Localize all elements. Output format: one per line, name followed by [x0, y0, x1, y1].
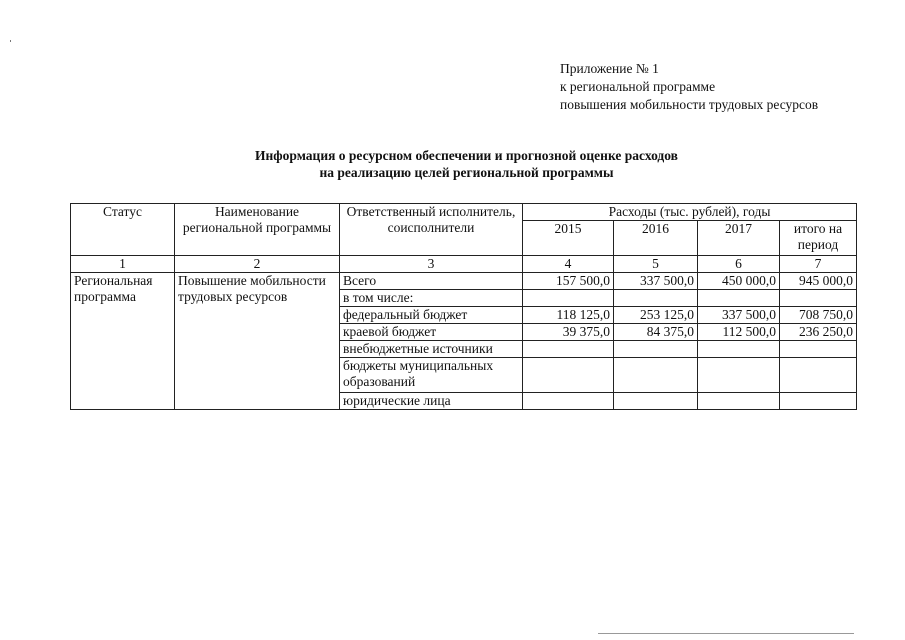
value-total — [780, 290, 857, 307]
executor-cell: федеральный бюджет — [340, 307, 523, 324]
column-number: 7 — [780, 256, 857, 273]
value-2017 — [698, 358, 780, 393]
column-number: 3 — [340, 256, 523, 273]
value-2017: 450 000,0 — [698, 273, 780, 290]
executor-cell: юридические лица — [340, 393, 523, 410]
executor-cell: бюджеты муниципальных образований — [340, 358, 523, 393]
value-2015: 157 500,0 — [523, 273, 614, 290]
value-total: 945 000,0 — [780, 273, 857, 290]
value-2016 — [614, 393, 698, 410]
column-number: 5 — [614, 256, 698, 273]
value-2016 — [614, 358, 698, 393]
resource-table — [70, 203, 857, 410]
title-line-1: Информация о ресурсном обеспечении и прогнозной оценке расходов — [255, 148, 678, 163]
column-number: 2 — [175, 256, 340, 273]
header-executor: Ответственный исполнитель, соисполнители — [340, 204, 523, 256]
value-2017: 112 500,0 — [698, 324, 780, 341]
value-2015 — [523, 393, 614, 410]
header-year-2017: 2017 — [698, 221, 780, 256]
value-2017 — [698, 341, 780, 358]
value-total — [780, 341, 857, 358]
value-total — [780, 393, 857, 410]
column-number: 6 — [698, 256, 780, 273]
header-total: итого на период — [780, 221, 857, 256]
program-name-cell: Повышение мобильности трудовых ресурсов — [175, 273, 340, 410]
appendix-line-2: к региональной программе — [560, 79, 716, 94]
value-2017 — [698, 393, 780, 410]
value-2017: 337 500,0 — [698, 307, 780, 324]
column-number: 4 — [523, 256, 614, 273]
value-total: 708 750,0 — [780, 307, 857, 324]
header-status: Статус — [71, 204, 175, 256]
scan-speck — [10, 40, 11, 42]
column-number: 1 — [71, 256, 175, 273]
value-2016: 253 125,0 — [614, 307, 698, 324]
executor-cell: краевой бюджет — [340, 324, 523, 341]
executor-cell: Всего — [340, 273, 523, 290]
value-2015: 118 125,0 — [523, 307, 614, 324]
document-title — [0, 147, 905, 181]
value-total — [780, 358, 857, 393]
value-2016: 84 375,0 — [614, 324, 698, 341]
scan-line — [598, 633, 854, 634]
value-2015 — [523, 341, 614, 358]
appendix-note — [560, 60, 818, 114]
executor-cell: в том числе: — [340, 290, 523, 307]
value-2016: 337 500,0 — [614, 273, 698, 290]
executor-cell: внебюджетные источники — [340, 341, 523, 358]
appendix-line-1: Приложение № 1 — [560, 61, 659, 76]
header-year-2016: 2016 — [614, 221, 698, 256]
status-cell: Региональная программа — [71, 273, 175, 410]
value-2015 — [523, 290, 614, 307]
value-2017 — [698, 290, 780, 307]
header-program-name: Наименование региональной программы — [175, 204, 340, 256]
value-total: 236 250,0 — [780, 324, 857, 341]
value-2015: 39 375,0 — [523, 324, 614, 341]
value-2016 — [614, 290, 698, 307]
header-expenses: Расходы (тыс. рублей), годы — [523, 204, 857, 221]
appendix-line-3: повышения мобильности трудовых ресурсов — [560, 97, 819, 112]
value-2015 — [523, 358, 614, 393]
value-2016 — [614, 341, 698, 358]
header-year-2015: 2015 — [523, 221, 614, 256]
title-line-2: на реализацию целей региональной программы — [319, 165, 614, 180]
